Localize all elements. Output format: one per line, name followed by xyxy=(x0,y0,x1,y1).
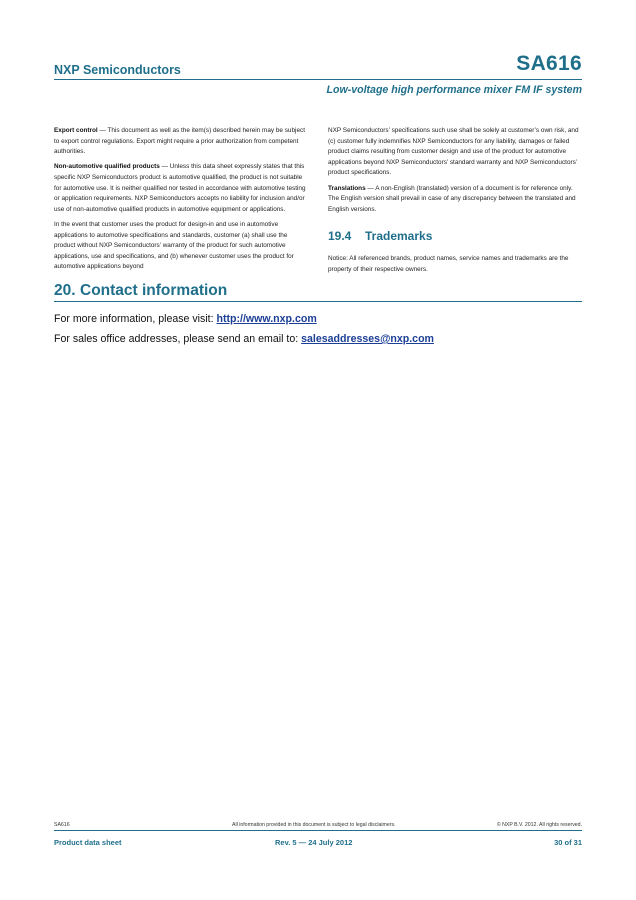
footer-revision: Rev. 5 — 24 July 2012 xyxy=(275,838,353,847)
non-automotive-text: — Unless this data sheet expressly states that this specific NXP Semiconductors product is automotive qualified, the product is not suitable for automotive use. It is neither qualified nor tested in accordance with automotive testing or application requirements. NXP Semiconductors accepts no liability for inclusion and/or use of non-automotive qualified products in automotive equipment or applications. xyxy=(54,163,306,213)
translations-term: Translations xyxy=(328,184,366,192)
export-control-term: Export control xyxy=(54,127,98,134)
left-column xyxy=(54,126,309,278)
email-prefix: For sales office addresses, please send an email to: xyxy=(54,333,302,345)
document-number: SA616 xyxy=(516,52,582,75)
trademarks-paragraph: Notice: All referenced brands, product names, service names and trademarks are the property of their respective owners. xyxy=(328,255,569,273)
contact-line-website xyxy=(54,313,317,325)
website-link[interactable]: http://www.nxp.com xyxy=(216,313,317,325)
footer-copyright: © NXP B.V. 2012. All rights reserved. xyxy=(496,822,582,828)
translations-paragraph xyxy=(328,184,583,216)
website-prefix: For more information, please visit: xyxy=(54,313,217,325)
contact-line-email xyxy=(54,333,434,345)
continuation-paragraph: NXP Semiconductors’ specifications such use shall be solely at customer’s own risk, and (c) customer fully indemnifies NXP Semiconductors for any liability, damages or failed product claims resulting from customer design and use of the product for automotive applications beyond NXP Semiconductors’ standard warranty and NXP Semiconductors’ product specifications. xyxy=(328,127,579,177)
email-link[interactable]: salesaddresses@nxp.com xyxy=(301,333,434,345)
footer-page-number: 30 of 31 xyxy=(554,838,582,847)
section-title-text: Contact information xyxy=(80,282,228,299)
section-number: 20. xyxy=(54,282,76,299)
non-automotive-paragraph xyxy=(54,162,309,215)
section-rule xyxy=(54,301,582,302)
translations-text: — A non-English (translated) version of a document is for reference only. The English version shall prevail in case of any discrepancy between the translated and English versions. xyxy=(328,184,576,213)
trademarks-title: Trademarks xyxy=(365,229,433,244)
trademarks-heading xyxy=(328,229,583,243)
non-automotive-term: Non-automotive qualified products xyxy=(54,163,160,171)
trademarks-number: 19.4 xyxy=(328,229,352,244)
footer-rule xyxy=(54,830,582,831)
footer-doc-type: Product data sheet xyxy=(54,838,122,847)
right-column xyxy=(328,126,583,280)
event-paragraph: In the event that customer uses the product for design-in and use in automotive applications to automotive specifications and standards, customer (a) shall use the product without NXP Semiconductors’ warranty of the product for such automotive applications, use and specifications, and (b) whenever customer uses the product for automotive applications beyond xyxy=(54,220,294,271)
document-subtitle: Low-voltage high performance mixer FM IF system xyxy=(326,84,582,96)
footer-doc-id: SA616 xyxy=(54,822,70,828)
section-title xyxy=(54,282,227,300)
header-rule xyxy=(54,79,582,80)
export-control-text: — This document as well as the item(s) described herein may be subject to export control regulations. Export might require a prior authorization from competent authorities. xyxy=(54,127,305,156)
export-control-paragraph xyxy=(54,126,309,158)
company-name: NXP Semiconductors xyxy=(54,63,181,77)
footer-disclaimer: All information provided in this document is subject to legal disclaimers. xyxy=(232,822,396,828)
